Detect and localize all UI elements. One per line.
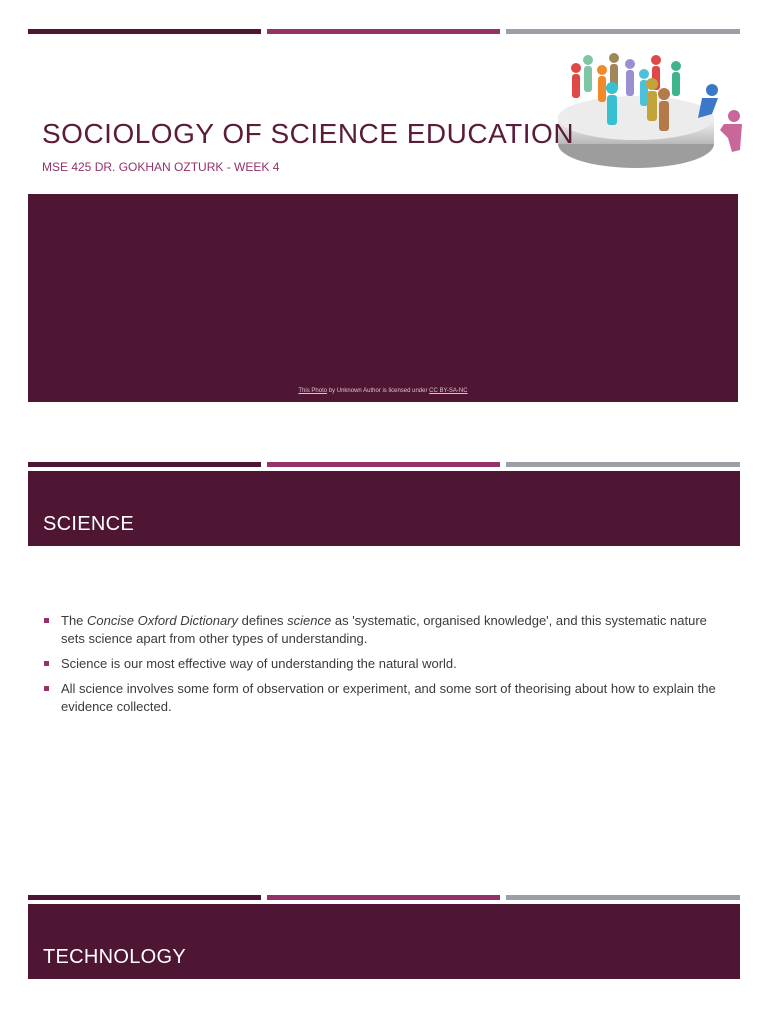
stripe-gray [506, 29, 740, 34]
section-title-science: SCIENCE [43, 513, 135, 535]
section-title-technology: TECHNOLOGY [43, 946, 187, 968]
bullet-square-icon [44, 661, 49, 666]
stripe-magenta [267, 895, 500, 900]
stripe-gray [506, 462, 740, 467]
stripe-plum [28, 462, 261, 467]
bullet-text-part: defines [238, 613, 288, 628]
bullet-text-part: The [61, 613, 88, 628]
list-item [42, 680, 722, 716]
section-header-technology [28, 904, 740, 979]
license-link[interactable]: CC BY-SA-NC [429, 388, 468, 394]
bullet-text: Science is our most effective way of understanding the natural world. [61, 656, 457, 671]
bullet-italic-part: Concise Oxford Dictionary [87, 613, 239, 628]
bullet-square-icon [44, 686, 49, 691]
people-group-illustration [552, 48, 748, 172]
page-subtitle: MSE 425 DR. GOKHAN OZTURK - WEEK 4 [42, 160, 280, 174]
stripe-gray [506, 895, 740, 900]
list-item [42, 655, 722, 673]
stripe-plum [28, 895, 261, 900]
bullet-square-icon [44, 618, 49, 623]
science-bullet-list [42, 612, 722, 723]
stripe-magenta [267, 29, 500, 34]
image-banner [28, 194, 738, 402]
bullet-italic-part: science [287, 613, 332, 628]
photo-link[interactable]: This Photo [298, 388, 328, 394]
section-header-science [28, 471, 740, 546]
bullet-text-part: as 'systematic, organised knowledge', and this systematic nature sets science apart from other types of understanding. [61, 613, 707, 646]
section-stripes-technology [28, 895, 740, 900]
image-credit [28, 388, 738, 394]
stripe-plum [28, 29, 261, 34]
top-stripes [28, 29, 740, 34]
section-stripes-science [28, 462, 740, 467]
page-title: SOCIOLOGY OF SCIENCE EDUCATION [42, 118, 575, 149]
stripe-magenta [267, 462, 500, 467]
bullet-text: All science involves some form of observation or experiment, and some sort of theorising about how to explain the evidence collected. [61, 681, 716, 714]
list-item [42, 612, 722, 648]
credit-text: by Unknown Author is licensed under [327, 388, 430, 394]
